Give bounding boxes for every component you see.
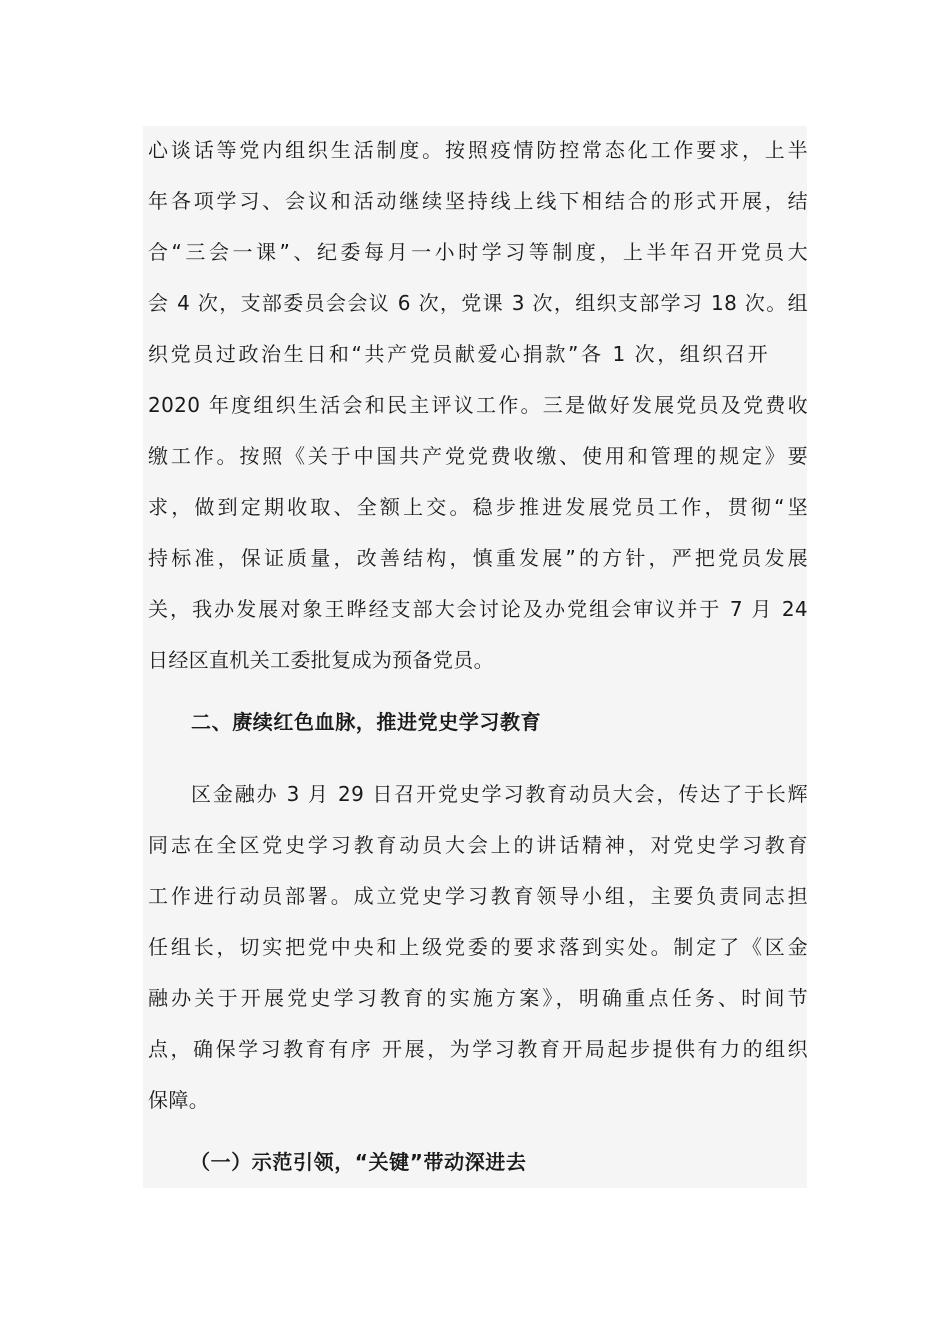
paragraph-line: 求，做到定期收取、全额上交。稳步推进发展党员工作，贯彻“坚: [148, 495, 808, 519]
paragraph-line: 年各项学习、会议和活动继续坚持线上线下相结合的形式开展，结: [148, 189, 808, 213]
paragraph-line: 同志在全区党史学习教育动员大会上的讲话精神，对党史学习教育: [148, 833, 808, 857]
paragraph-line: 保障。: [148, 1088, 210, 1112]
paragraph-line: 2020 年度组织生活会和民主评议工作。三是做好发展党员及党费收: [148, 393, 808, 417]
paragraph-line: 工作进行动员部署。成立党史学习教育领导小组，主要负责同志担: [148, 884, 808, 908]
subsection-heading: （一）示范引领，“关键”带动深进去: [190, 1150, 527, 1174]
paragraph-line: 缴工作。按照《关于中国共产党党费收缴、使用和管理的规定》要: [148, 444, 808, 468]
paragraph-line: 心谈话等党内组织生活制度。按照疫情防控常态化工作要求，上半: [148, 138, 808, 162]
paragraph-line: 合“三会一课”、纪委每月一小时学习等制度，上半年召开党员大: [148, 240, 808, 264]
paragraph-line: 点，确保学习教育有序 开展，为学习教育开局起步提供有力的组织: [148, 1037, 808, 1061]
paragraph-line: 区金融办 3 月 29 日召开党史学习教育动员大会，传达了于长辉: [191, 782, 808, 806]
section-heading: 二、赓续红色血脉，推进党史学习教育: [191, 710, 542, 734]
paragraph-line: 任组长，切实把党中央和上级党委的要求落到实处。制定了《区金: [148, 935, 808, 959]
paragraph-line: 织党员过政治生日和“共产党员献爱心捐款”各 1 次，组织召开: [148, 342, 768, 366]
paragraph-line: 融办关于开展党史学习教育的实施方案》，明确重点任务、时间节: [148, 986, 808, 1010]
paragraph-line: 会 4 次，支部委员会会议 6 次，党课 3 次，组织支部学习 18 次。组: [148, 291, 808, 315]
paragraph-line: 关，我办发展对象王晔经支部大会讨论及办党组会审议并于 7 月 24: [148, 597, 808, 621]
paragraph-line: 持标准，保证质量，改善结构，慎重发展”的方针，严把党员发展: [148, 546, 808, 570]
paragraph-line: 日经区直机关工委批复成为预备党员。: [148, 648, 494, 672]
